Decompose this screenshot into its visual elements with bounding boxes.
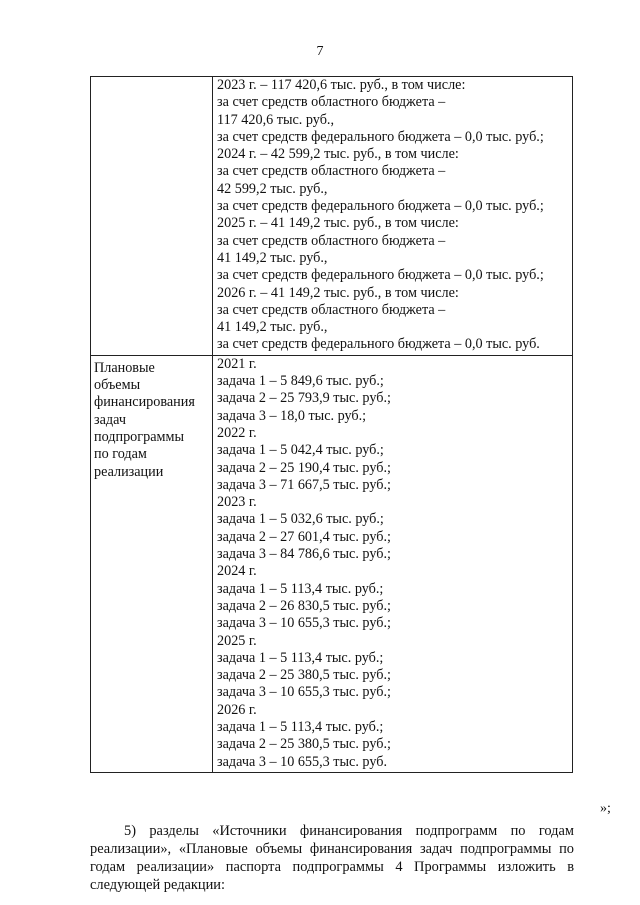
text-line: 2026 г. – 41 149,2 тыс. руб., в том числе:: [217, 284, 459, 301]
text-line: задача 2 – 26 830,5 тыс. руб.;: [217, 597, 391, 614]
text-line: за счет средств областного бюджета –: [217, 94, 446, 111]
text-line: реализации: [94, 463, 164, 480]
text-line: задача 2 – 25 793,9 тыс. руб.;: [217, 390, 391, 407]
text-line: за счет средств федерального бюджета – 0,0 тыс. руб.: [217, 336, 540, 353]
text-line: задача 1 – 5 113,4 тыс. руб.;: [217, 580, 384, 597]
text-line: 117 420,6 тыс. руб.,: [217, 111, 335, 128]
text-line: 2024 г. – 42 599,2 тыс. руб., в том числе:: [217, 146, 459, 163]
text-line: задача 2 – 25 190,4 тыс. руб.;: [217, 459, 391, 476]
text-line: задача 1 – 5 113,4 тыс. руб.;: [217, 649, 384, 666]
text-line: 2023 г. – 117 420,6 тыс. руб., в том числе:: [217, 77, 466, 93]
table-row: [91, 355, 573, 772]
text-line: 41 149,2 тыс. руб.,: [217, 249, 328, 266]
text-line: 2022 г.: [217, 424, 257, 441]
text-line: за счет средств федерального бюджета – 0,0 тыс. руб.;: [217, 128, 544, 145]
amendment-paragraph: 5) разделы «Источники финансирования подпрограмм по годам реализации», «Плановые объемы финансирования задач подпрограммы по годам реализации» паспорта подпрограммы 4 Программы изложить в следующей редакции:: [90, 823, 574, 893]
page-number: 7: [316, 44, 324, 59]
financing-sources-cell: [213, 77, 573, 356]
text-line: 2025 г.: [217, 632, 257, 649]
text-line: задач: [94, 411, 126, 428]
text-line: финансирования: [94, 394, 195, 411]
table-row: [91, 77, 573, 356]
text-line: 2025 г. – 41 149,2 тыс. руб., в том числе:: [217, 215, 459, 232]
planned-volumes-label: [91, 355, 213, 772]
text-line: по годам: [94, 446, 147, 463]
passport-table: [90, 76, 573, 773]
closing-quote: »;: [600, 801, 611, 816]
text-line: 2026 г.: [217, 701, 257, 718]
text-line: задача 1 – 5 042,4 тыс. руб.;: [217, 442, 384, 459]
text-line: задача 3 – 10 655,3 тыс. руб.;: [217, 615, 391, 632]
text-line: 2021 г.: [217, 355, 257, 372]
text-line: за счет средств областного бюджета –: [217, 232, 446, 249]
text-line: 41 149,2 тыс. руб.,: [217, 319, 328, 336]
text-line: подпрограммы: [94, 428, 184, 445]
text-line: задача 2 – 27 601,4 тыс. руб.;: [217, 528, 391, 545]
text-line: объемы: [94, 377, 141, 394]
text-line: за счет средств областного бюджета –: [217, 301, 446, 318]
text-line: задача 3 – 10 655,3 тыс. руб.: [217, 753, 388, 770]
planned-volumes-cell: [213, 355, 573, 772]
text-line: задача 1 – 5 032,6 тыс. руб.;: [217, 511, 384, 528]
text-line: задача 3 – 71 667,5 тыс. руб.;: [217, 476, 391, 493]
row-label-empty: [91, 77, 213, 356]
text-line: задача 3 – 84 786,6 тыс. руб.;: [217, 546, 391, 563]
text-line: задача 1 – 5 113,4 тыс. руб.;: [217, 718, 384, 735]
text-line: Плановые: [94, 359, 155, 376]
text-line: задача 2 – 25 380,5 тыс. руб.;: [217, 736, 391, 753]
text-line: 2023 г.: [217, 494, 257, 511]
text-line: задача 1 – 5 849,6 тыс. руб.;: [217, 373, 384, 390]
text-line: 2024 г.: [217, 563, 257, 580]
text-line: за счет средств федерального бюджета – 0,0 тыс. руб.;: [217, 198, 544, 215]
text-line: за счет средств федерального бюджета – 0,0 тыс. руб.;: [217, 267, 544, 284]
text-line: задача 3 – 18,0 тыс. руб.;: [217, 407, 367, 424]
text-line: задача 2 – 25 380,5 тыс. руб.;: [217, 667, 391, 684]
text-line: за счет средств областного бюджета –: [217, 163, 446, 180]
text-line: 42 599,2 тыс. руб.,: [217, 180, 328, 197]
text-line: задача 3 – 10 655,3 тыс. руб.;: [217, 684, 391, 701]
